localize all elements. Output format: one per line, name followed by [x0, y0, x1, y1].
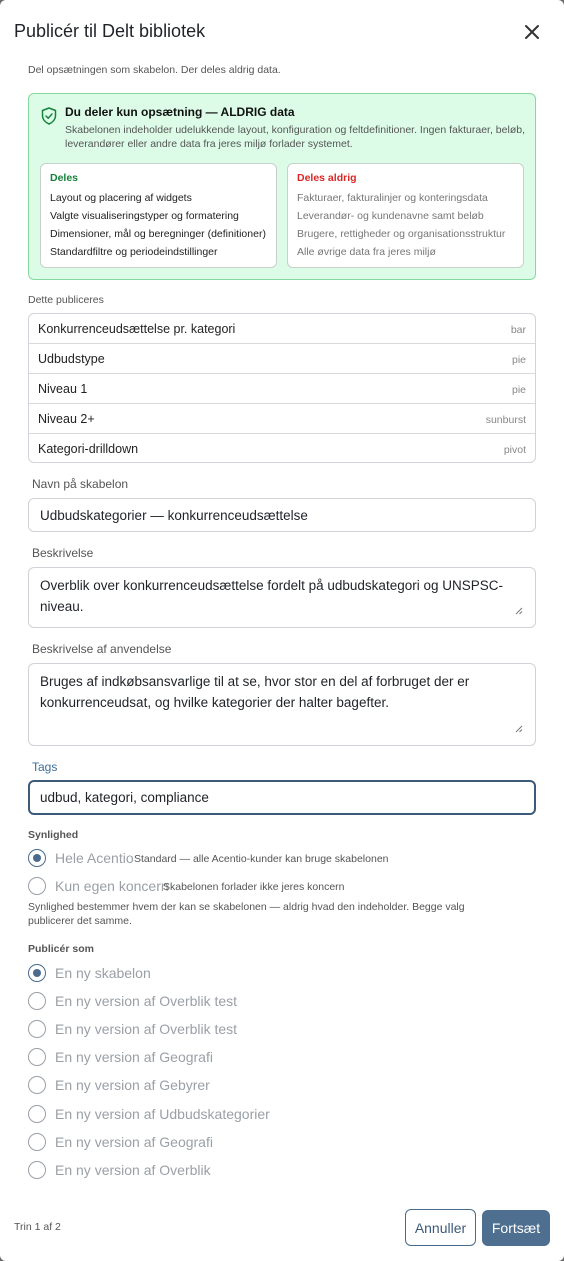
step-indicator: Trin 1 af 2 — [14, 1221, 61, 1233]
publish-as-option[interactable]: En ny version af Geografi — [55, 1134, 213, 1150]
publish-as-radio[interactable] — [28, 1076, 46, 1094]
never-shared-item: Alle øvrige data fra jeres miljø — [297, 246, 436, 258]
widget-type: bar — [510, 324, 526, 336]
publish-as-option[interactable]: En ny version af Udbudskategorier — [55, 1106, 270, 1122]
cancel-button[interactable]: Annuller — [405, 1209, 476, 1246]
publish-as-option[interactable]: En ny skabelon — [55, 965, 151, 981]
widget-name: Niveau 1 — [38, 382, 88, 396]
publish-as-option[interactable]: En ny version af Gebyrer — [55, 1077, 210, 1093]
description-label: Beskrivelse — [32, 546, 94, 560]
widget-name: Kategori-drilldown — [38, 442, 139, 456]
dialog-title: Publicér til Delt bibliotek — [14, 21, 206, 41]
never-shared-item: Fakturaer, fakturalinjer og konteringsdata — [297, 192, 488, 204]
visibility-label: Synlighed — [28, 829, 79, 841]
list-item — [29, 344, 535, 374]
never-shared-box — [287, 163, 524, 268]
resize-handle-icon[interactable] — [515, 607, 523, 615]
widget-type: sunburst — [485, 414, 526, 426]
publish-as-option[interactable]: En ny version af Overblik test — [55, 1021, 238, 1037]
shield-check-icon — [41, 107, 57, 125]
tags-label: Tags — [32, 760, 58, 774]
dialog-subtitle: Del opsætningen som skabelon. Der deles aldrig data. — [28, 64, 281, 76]
widget-name: Udbudstype — [38, 352, 105, 366]
published-label: Dette publiceres — [28, 294, 104, 306]
publish-as-radio[interactable] — [28, 1133, 46, 1151]
list-item — [29, 374, 535, 404]
visibility-option-label[interactable]: Kun egen koncern — [55, 878, 169, 894]
usage-textarea[interactable] — [28, 663, 536, 746]
list-item — [29, 434, 535, 463]
publish-as-option[interactable]: En ny version af Overblik — [55, 1162, 211, 1178]
shared-item: Valgte visualiseringstyper og formatering — [50, 210, 239, 222]
widget-name: Niveau 2+ — [38, 412, 95, 426]
shared-item: Dimensioner, mål og beregninger (definitioner) — [50, 228, 266, 240]
widget-type: pivot — [503, 444, 526, 456]
visibility-option-hint: Standard — alle Acentio-kunder kan bruge skabelonen — [134, 853, 389, 865]
publish-as-radio[interactable] — [28, 1048, 46, 1066]
visibility-option-label[interactable]: Hele Acentio — [55, 850, 134, 866]
never-shared-heading: Deles aldrig — [297, 172, 357, 184]
publish-as-radio[interactable] — [28, 964, 46, 982]
publish-as-radio[interactable] — [28, 992, 46, 1010]
never-shared-item: Leverandør- og kundenavne samt beløb — [297, 210, 484, 222]
visibility-radio-all[interactable] — [28, 849, 46, 867]
publish-as-option[interactable]: En ny version af Geografi — [55, 1049, 213, 1065]
resize-handle-icon[interactable] — [515, 725, 523, 733]
tags-input[interactable] — [28, 780, 536, 815]
list-item — [29, 404, 535, 434]
notice-text: Skabelonen indeholder udelukkende layout, konfiguration og feltdefinitioner. Ingen fakturaer, beløb, leverandører eller andre data fra jeres miljø forlader systemet. — [65, 124, 525, 150]
never-shared-item: Brugere, rettigheder og organisationsstruktur — [297, 228, 506, 240]
visibility-note: Synlighed bestemmer hvem der kan se skabelonen — aldrig hvad den indeholder. Begge valg publicerer det samme. — [28, 901, 465, 927]
publish-as-radio[interactable] — [28, 1161, 46, 1179]
list-item — [29, 314, 535, 344]
shared-box — [40, 163, 277, 268]
widget-name: Konkurrenceudsættelse pr. kategori — [38, 322, 236, 336]
publish-as-option[interactable]: En ny version af Overblik test — [55, 993, 238, 1009]
visibility-option-hint: Skabelonen forlader ikke jeres koncern — [163, 881, 345, 893]
widget-type: pie — [511, 384, 526, 396]
notice-title: Du deler kun opsætning — ALDRIG data — [65, 105, 295, 119]
visibility-radio-group[interactable] — [28, 877, 46, 895]
shared-item: Layout og placering af widgets — [50, 192, 192, 204]
template-name-label: Navn på skabelon — [32, 477, 129, 491]
publish-as-radio[interactable] — [28, 1105, 46, 1123]
shared-heading: Deles — [50, 172, 79, 184]
template-name-input[interactable] — [28, 498, 536, 532]
description-textarea[interactable] — [28, 567, 536, 628]
publish-as-radio[interactable] — [28, 1020, 46, 1038]
shared-item: Standardfiltre og periodeindstillinger — [50, 246, 218, 258]
data-notice-panel — [28, 93, 536, 280]
widget-type: pie — [511, 354, 526, 366]
publish-as-label: Publicér som — [28, 943, 94, 955]
published-list — [28, 313, 536, 463]
usage-label: Beskrivelse af anvendelse — [32, 642, 172, 656]
continue-button[interactable]: Fortsæt — [482, 1210, 550, 1246]
close-icon[interactable] — [520, 20, 544, 44]
